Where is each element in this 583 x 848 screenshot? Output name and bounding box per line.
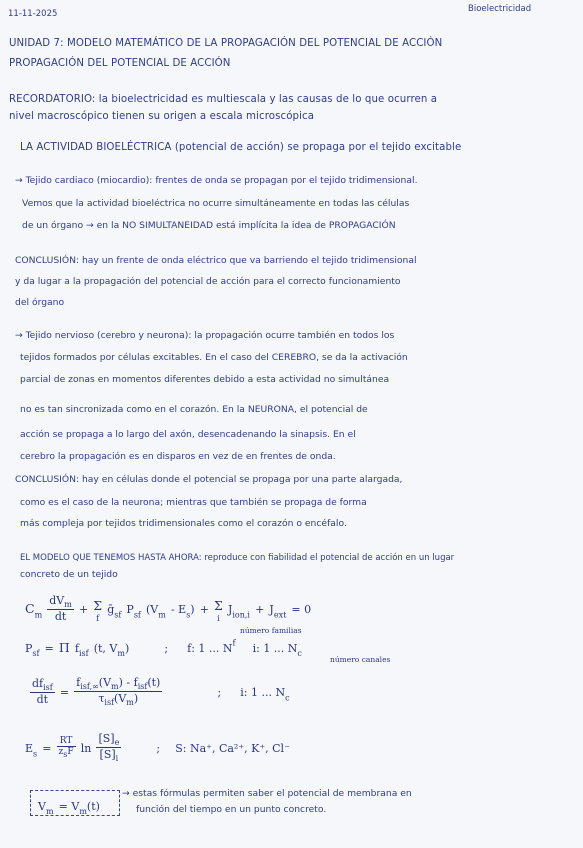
- nervous-line-1: → Tejido nervioso (cerebro y neurona): la propagación ocurre también en todos los: [15, 330, 395, 341]
- conclusion-2-line-3: más compleja por tejidos tridimensionales como el corazón o encéfalo.: [20, 518, 347, 529]
- cardiac-line-2: Vemos que la actividad bioeléctrica no ocurre simultáneamente en todas las células: [22, 198, 410, 209]
- equation-gating-product: $P_{sf} = \Pi$ $f_{isf}$ (t, $V_m$) ; f: 1 ... $N^f$ i: 1 ... $N_c$: [25, 638, 302, 659]
- equation-nernst: $E_s$ = $\frac{RT}{z_sF}$ ln $\frac{[S]_e}{[S]_i}$ ; S: Na⁺, Ca²⁺, K⁺, Cl⁻: [25, 732, 290, 764]
- equation-current-balance: $C_m$ $\frac{dV_m}{dt}$ + Σ f ḡ$_{sf}$ $P_{sf}$ $(V_m - E_s) + \Sigma$ i $J_{ion,i} + J_{ext} = 0$: [25, 594, 312, 624]
- conclusion-1-line-1: CONCLUSIÓN: hay un frente de onda eléctrico que va barriendo el tejido tridimensional: [15, 255, 417, 266]
- nervous-line-3: parcial de zonas en momentos diferentes debido a esta actividad no simultánea: [20, 374, 390, 385]
- equation-gating-ode: $\frac{df_{isf}}{dt}$ = $\frac{f_{isf,\infty}(V_m) - f_{isf}(t)}{\tau_{isf}(V_m)}$ ; i: 1 ... $N_c$: [32, 676, 290, 708]
- activity-statement: LA ACTIVIDAD BIOELÉCTRICA (potencial de acción) se propaga por el tejido excitable: [20, 142, 462, 153]
- cardiac-line-3: de un órgano → en la NO SIMULTANEIDAD está implícita la idea de PROPAGACIÓN: [22, 220, 396, 231]
- note-channels: número canales: [330, 655, 391, 664]
- nervous-line-5: acción se propaga a lo largo del axón, desencadenando la sinapsis. En el: [20, 429, 356, 440]
- subject-header: Bioelectricidad: [468, 4, 532, 14]
- nervous-line-6: cerebro la propagación es en disparos en vez de en frentes de onda.: [20, 451, 336, 462]
- nervous-line-2: tejidos formados por células excitables. En el caso del CEREBRO, se da la activación: [20, 352, 408, 363]
- model-line-2: concreto de un tejido: [20, 569, 118, 580]
- equation-membrane-potential: $V_m = V_m(t)$: [38, 800, 100, 817]
- conclusion-1-line-2: y da lugar a la propagación del potencial de acción para el correcto funcionamiento: [15, 276, 401, 287]
- unit-title: UNIDAD 7: MODELO MATEMÁTICO DE LA PROPAGACIÓN DEL POTENCIAL DE ACCIÓN: [9, 38, 443, 49]
- reminder-line-2: nivel macroscópico tienen su origen a escala microscópica: [9, 111, 315, 122]
- final-note-line-2: función del tiempo en un punto concreto.: [136, 804, 327, 815]
- conclusion-2-line-2: como es el caso de la neurona; mientras que también se propaga de forma: [20, 497, 367, 508]
- cardiac-line-1: → Tejido cardiaco (miocardio): frentes de onda se propagan por el tejido tridimensional.: [15, 175, 418, 186]
- note-families: número familias: [240, 626, 302, 635]
- nervous-line-4: no es tan sincronizada como en el corazón. En la NEURONA, el potencial de: [20, 404, 368, 415]
- conclusion-1-line-3: del órgano: [15, 297, 65, 308]
- final-note-line-1: → estas fórmulas permiten saber el potencial de membrana en: [122, 788, 412, 799]
- reminder-line-1: RECORDATORIO: la bioelectricidad es multiescala y las causas de lo que ocurren a: [9, 94, 438, 105]
- conclusion-2-line-1: CONCLUSIÓN: hay en células donde el potencial se propaga por una parte alargada,: [15, 474, 403, 485]
- date: 11-11-2025: [8, 9, 58, 19]
- model-line-1: EL MODELO QUE TENEMOS HASTA AHORA: reproduce con fiabilidad el potencial de acción en un lugar: [20, 553, 455, 563]
- section-title: PROPAGACIÓN DEL POTENCIAL DE ACCIÓN: [9, 58, 231, 69]
